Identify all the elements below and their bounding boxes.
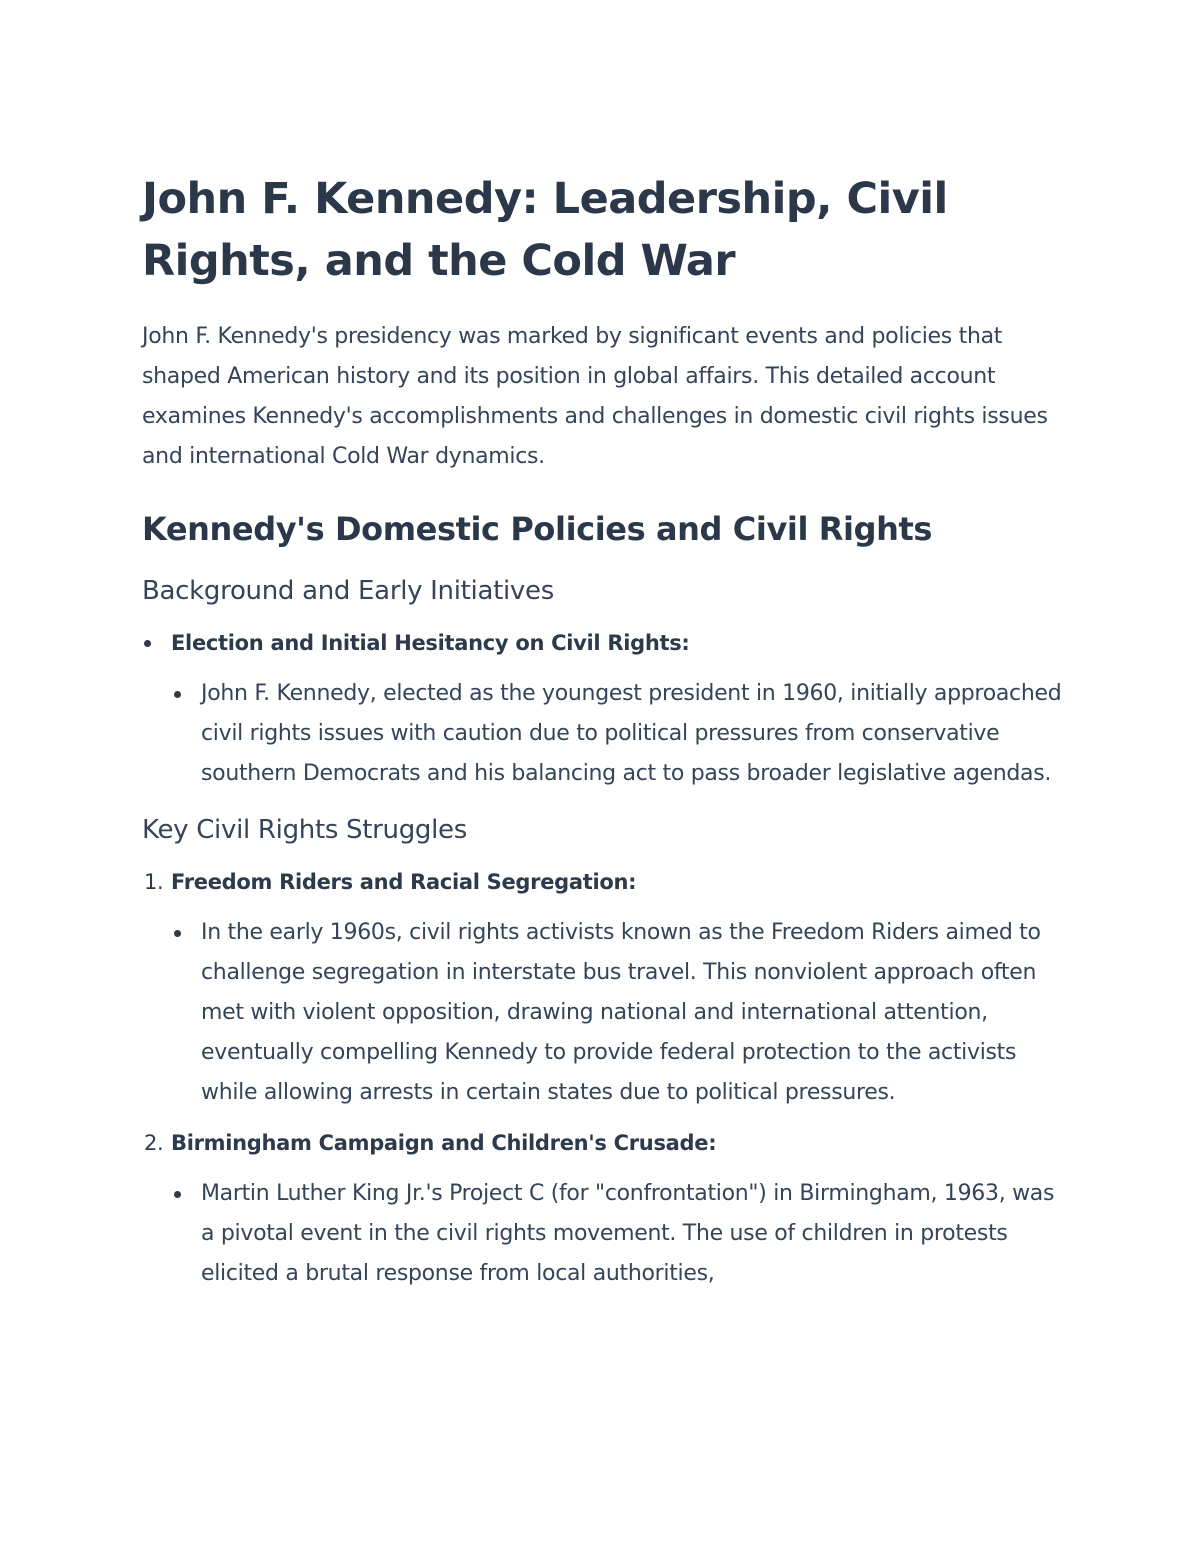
- sub-list: [171, 674, 1072, 794]
- document-page: [142, 168, 1072, 1294]
- sub-list-item-text: Martin Luther King Jr.'s Project C (for "confrontation") in Birmingham, 1963, was a pivotal event in the civil rights movement. The use of children in protests elicited a brutal response from local authorities,: [201, 1181, 1055, 1286]
- sub-list-item: [171, 913, 1072, 1113]
- document-title: John F. Kennedy: Leadership, Civil Rights, and the Cold War: [142, 174, 948, 286]
- sub-list-item-text: John F. Kennedy, elected as the youngest president in 1960, initially approached civil rights issues with caution due to political pressures from conservative southern Democrats and his balancing act to pass broader legislative agendas.: [201, 681, 1062, 786]
- list-item: [142, 862, 1072, 1113]
- bullet-icon: [174, 930, 181, 937]
- bullet-icon: [144, 640, 151, 647]
- intro-paragraph: John F. Kennedy's presidency was marked by significant events and policies that shaped American history and its position in global affairs. This detailed account examines Kennedy's accomplishments and challenges in domestic civil rights issues and international Cold War dynamics.: [142, 324, 1048, 469]
- list-item-label: Birmingham Campaign and Children's Crusade:: [171, 1131, 717, 1155]
- subsection-heading-key-struggles: Key Civil Rights Struggles: [142, 815, 467, 845]
- struggles-list: [142, 862, 1072, 1294]
- sub-list-item-text: In the early 1960s, civil rights activists known as the Freedom Riders aimed to challenge segregation in interstate bus travel. This nonviolent approach often met with violent opposition, drawing national and international attention, eventually compelling Kennedy to provide federal protection to the activists while allowing arrests in certain states due to political pressures.: [201, 920, 1041, 1105]
- list-item-number: 1.: [144, 870, 164, 894]
- section-heading-domestic-policies: Kennedy's Domestic Policies and Civil Rights: [142, 510, 933, 548]
- list-item: [142, 1123, 1072, 1294]
- sub-list-item: [171, 1174, 1072, 1294]
- bullet-icon: [174, 691, 181, 698]
- background-list: [142, 623, 1072, 794]
- sub-list: [171, 913, 1072, 1113]
- sub-list: [171, 1174, 1072, 1294]
- subsection-heading-background: Background and Early Initiatives: [142, 576, 554, 606]
- sub-list-item: [171, 674, 1072, 794]
- list-item-label: Freedom Riders and Racial Segregation:: [171, 870, 637, 894]
- list-item-number: 2.: [144, 1131, 164, 1155]
- list-item: [142, 623, 1072, 794]
- list-item-label: Election and Initial Hesitancy on Civil Rights:: [171, 631, 690, 655]
- bullet-icon: [174, 1191, 181, 1198]
